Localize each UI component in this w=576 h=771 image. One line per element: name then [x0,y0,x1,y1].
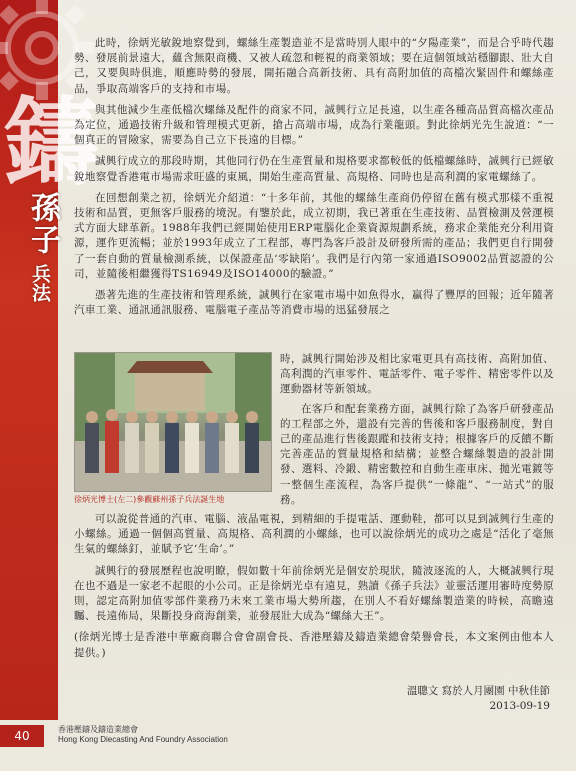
signature-author: 溫聰文 寫於人月團園 中秋佳節 [406,685,550,697]
paragraph: 與其他減少生產低檔次螺絲及配件的商家不同，誠興行立足長遠，以生產各種高品質高檔次產品為定位，通過技術升級和管理模式更新，搶占高端市場，成為行業龍頭。對此徐炳光先生說道：“一個真正的冒險家，需要為自己立下長遠的目標。” [74,103,554,147]
page-footer [0,722,576,771]
side-banner [0,0,100,720]
photo-figure [74,352,270,504]
paragraph-continuation: 時，誠興行開始涉及相比家電更具有高技術、高附加值、高利潤的汽車零件、電話零件、電子零件、精密零件以及運動器材等新領域。 [280,353,554,396]
paragraph: 誠興行成立的那段時期，其他同行仍在生產質量和規格要求都較低的低檔螺絲時，誠興行已經敏銳地察覺香港電市場需求旺盛的東風，開始生產高質量、高規格、同時也是高利潤的家電螺絲了。 [74,155,554,183]
banner-big-character: 鑄 [4,86,100,199]
paragraph: 誠興行的發展歷程也說明瞭，假如數十年前徐炳光是個安於現狀，隨波逐流的人，大概誠興行現在也不過是一家老不起眼的小公司。正是徐炳光卓有遠見，熟讀《孫子兵法》並靈活運用審時度勢原則，認定高附加值零部件業務乃未來工業市場大勢所趨，在別人不看好螺絲製造業的時候，高瞻遠矚、長遠佈局，果斷投身商海創業，並發展壯大成為“螺絲大王”。 [74,564,554,623]
paragraph: 此時，徐炳光敏銳地察覺到，螺絲生產製造並不是當時別人眼中的“夕陽產業”，而是合乎時代趨勢、發展前景遠大，蘊含無限商機、又被人疏忽和輕視的商業領域；要在這個領域站穩腳跟、壯大自己，又要與時俱進，順應時勢的發展，開拓融合高新技術、具有高附加值的高檔次緊固件和螺絲產品，爭取高端客戶的支持和市場。 [74,37,554,95]
paragraph: 可以說從普通的汽車、電腦、液晶電視，到精細的手提電話、運動鞋，都可以見到誠興行生產的小螺絲。通過一個個高質量、高規格、高利潤的小螺絲，也可以說徐炳光的成功之處是“活化了毫無生氣的螺絲釘，並賦予它‘生命’。” [74,513,554,556]
article-body-wrap [280,352,554,508]
article-body-bottom [74,512,554,667]
group-photo [74,352,272,492]
banner-title: 孫子 [25,192,60,256]
paragraph: 在回想創業之初，徐炳光介紹道：“十多年前，其他的螺絲生產商仍停留在舊有模式那樣不重視技術和品質，更無客戶服務的境況。有鑒於此，成立初期，我已著重在生產技術、品質檢測及營運模式方面大肆革新。1988年我們已經開始使用ERP電腦化企業資源規劃系統，務求企業能充分利用資源，運作更流暢；並於1993年成立了工程部，專門為客戶設計及研發所需的產品；我們更自行開發了一套自動的質量檢測系統，以保證產品‘零缺陷’。我們是行內第一家通過ISO9002品質認證的公司，並隨後相繼獲得TS16949及ISO14000的驗證。” [74,191,554,280]
paragraph: 憑著先進的生產技術和管理系統，誠興行在家電市場中如魚得水，贏得了豐厚的回報；近年隨著汽車工業、通訊通訊服務、電腦電子產品等消費市場的迅猛發展之 [74,289,554,317]
signature-block [407,684,550,714]
signature-date: 2013-09-19 [489,700,550,712]
paragraph: 在客戶和配套業務方面，誠興行除了為客戶研發產品的工程部之外，還設有完善的售後和客戶服務制度，對自己的產品進行售後跟蹤和技術支持；根據客戶的反饋不斷完善產品的質量規格和結構；並整合螺絲製造的設計開發、選料、冷鍛、精密數控和自動生產車床、拋光電鍍等一整個生產流程，為客戶提供“一條龍”、“一站式”的服務。 [280,402,554,506]
banner-subtitle: 兵法 [29,264,51,302]
association-name-en: Hong Kong Diecasting And Foundry Association [58,735,228,744]
page-number: 40 [0,725,44,747]
author-note: (徐炳光博士是香港中華廠商聯合會會副會長、香港壓鑄及鑄造業總會榮譽會長，本文案例由他本人提供。) [74,631,554,659]
article-body-top [74,36,554,324]
association-name-cn: 香港壓鑄及鑄造業總會 [58,725,138,734]
photo-caption: 徐炳光博士(左二)參觀蘇州孫子兵法誕生地 [74,495,225,504]
group-photo-illustration [75,353,271,491]
